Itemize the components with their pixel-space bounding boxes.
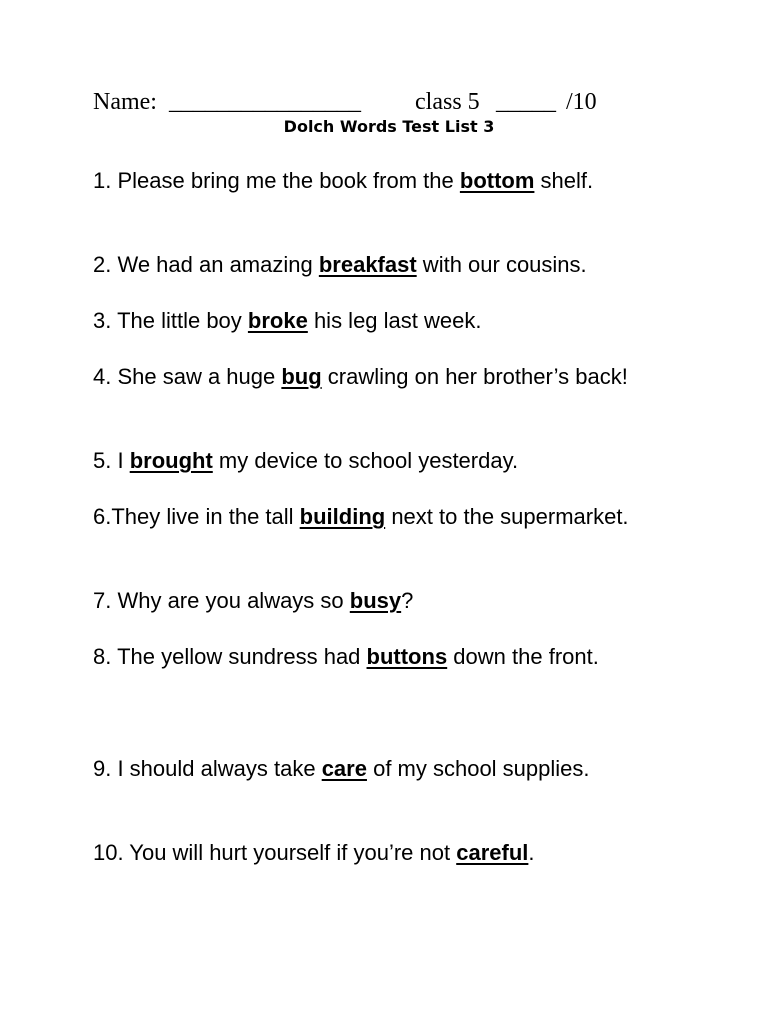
question-text: 6.They live in the tall xyxy=(93,504,300,529)
question-text: 3. The little boy xyxy=(93,308,248,333)
question-item xyxy=(93,839,713,867)
page-title: Dolch Words Test List 3 xyxy=(283,117,495,136)
header-line xyxy=(93,88,597,116)
dolch-word: broke xyxy=(247,308,308,333)
question-item xyxy=(93,587,713,615)
dolch-word: brought xyxy=(129,448,213,473)
question-item xyxy=(93,307,713,335)
question-text: crawling on her brother’s back! xyxy=(321,364,628,389)
dolch-word: busy xyxy=(349,588,402,613)
question-item xyxy=(93,755,713,783)
question-text: next to the supermarket. xyxy=(385,504,629,529)
question-text: 7. Why are you always so xyxy=(93,588,350,613)
question-text: shelf. xyxy=(534,168,594,193)
question-text: with our cousins. xyxy=(416,252,587,277)
dolch-word: careful xyxy=(456,840,529,865)
question-item xyxy=(93,167,713,195)
dolch-word: bottom xyxy=(459,168,535,193)
question-text: 1. Please bring me the book from the xyxy=(93,168,460,193)
question-text: my device to school yesterday. xyxy=(212,448,519,473)
question-text: 2. We had an amazing xyxy=(93,252,319,277)
score-label: /10 xyxy=(566,89,597,115)
dolch-word: care xyxy=(321,756,367,781)
dolch-word: breakfast xyxy=(318,252,417,277)
question-text: 8. The yellow sundress had xyxy=(93,644,367,669)
question-text: 5. I xyxy=(93,448,130,473)
question-text: ? xyxy=(401,588,414,613)
question-item xyxy=(93,447,713,475)
question-item xyxy=(93,503,713,531)
question-text: 10. You will hurt yourself if you’re not xyxy=(93,840,457,865)
question-text: his leg last week. xyxy=(307,308,482,333)
question-text: down the front. xyxy=(447,644,599,669)
class-label: class 5 xyxy=(415,89,480,115)
class-blank: _____ xyxy=(496,89,556,115)
question-text: 4. She saw a huge xyxy=(93,364,282,389)
question-item xyxy=(93,251,713,279)
question-text: 9. I should always take xyxy=(93,756,322,781)
question-text: of my school supplies. xyxy=(366,756,590,781)
name-blank: ________________ xyxy=(169,89,361,115)
name-label: Name: xyxy=(93,89,157,115)
dolch-word: bug xyxy=(281,364,322,389)
question-item xyxy=(93,363,713,391)
dolch-word: building xyxy=(299,504,386,529)
question-text: . xyxy=(528,840,535,865)
question-item xyxy=(93,643,713,671)
dolch-word: buttons xyxy=(366,644,448,669)
